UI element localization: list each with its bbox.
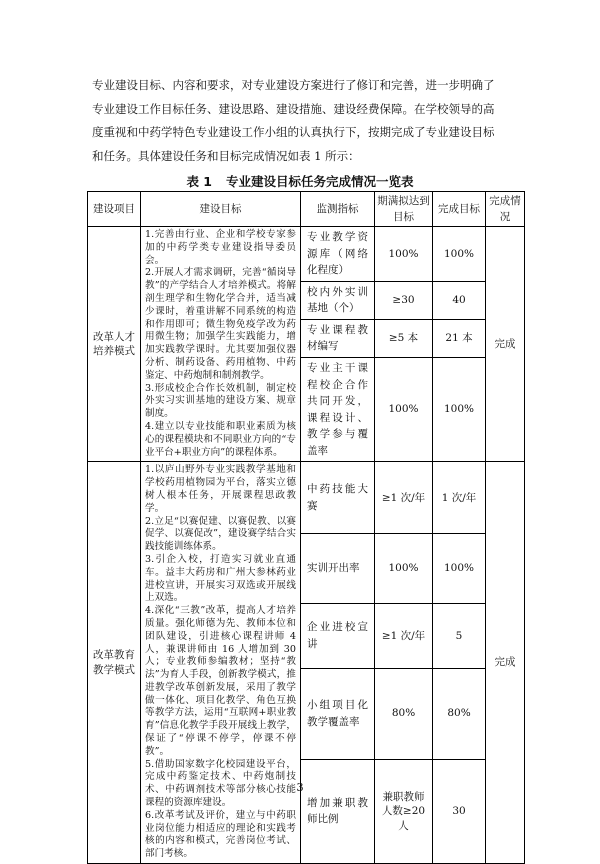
- goal-item: 4.深化“三教”改革，提高人才培养质量。强化师德为先、教师本位和团队建设，引进核心课程讲师 4 人，兼课讲师由 16 人增加到 30 人；专业教师参编教材；坚持“教法”为育人手段，创新教学模式，推进教学改革创新发展，采用了教学做一体化、项目化教学、角色互换等教学方法，运用“互联网+职业教育”信息化教学手段开展线上教学，保证了“停课不停学，停课不停教”。: [145, 605, 296, 757]
- indicator-cell: 校内外实训基地（个）: [301, 281, 375, 319]
- page-number: 3: [296, 780, 304, 794]
- intro-line: 专业建设工作目标任务、建设思路、建设措施、建设经费保障。在学校领导的高: [92, 101, 495, 116]
- goal-item: 4.建立以专业技能和职业素质为核心的课程模块和不同职业方向的“专业平台+职业方向”的课程体系。: [145, 420, 296, 458]
- indicator-cell: 小组项目化教学覆盖率: [301, 668, 375, 759]
- header-done: 完成目标: [433, 192, 486, 227]
- target-cell: ≥5 本: [375, 319, 433, 357]
- table-row: [88, 462, 525, 534]
- header-target: 期满拟达到目标: [375, 192, 433, 227]
- done-cell: 5: [433, 603, 486, 668]
- done-cell: 100%: [433, 357, 486, 461]
- goal-item: 1.完善由行业、企业和学校专家参加的中药学类专业建设指导委员会。: [145, 229, 296, 266]
- indicator-cell: 中药技能大赛: [301, 462, 375, 534]
- intro-line: 专业建设目标、内容和要求，对专业建设方案进行了修订和完善，进一步明确了: [92, 78, 495, 92]
- indicator-cell: 专业教学资源库（网络化程度）: [301, 227, 375, 282]
- target-cell: ≥1 次/年: [375, 603, 433, 668]
- target-cell: 100%: [375, 357, 433, 461]
- goal-item: 5.借助国家数字化校园建设平台，完成中药鉴定技术、中药炮制技术、中药调剂技术等部分核心技能课程的资源库建设。: [145, 758, 296, 809]
- intro-line: 和任务。具体建设任务和目标完成情况如表 1 所示：: [92, 148, 360, 163]
- header-goals: 建设目标: [141, 192, 301, 227]
- indicator-cell: 增加兼职教师比例: [301, 759, 375, 864]
- done-cell: 100%: [433, 534, 486, 604]
- target-cell: 100%: [375, 534, 433, 604]
- indicator-cell: 企业进校宣讲: [301, 603, 375, 668]
- project-cell: 改革人才培养模式: [88, 227, 141, 462]
- header-status: 完成情况: [486, 192, 525, 227]
- table-header-row: [88, 192, 525, 227]
- table-caption-title: 专业建设目标任务完成情况一览表: [226, 174, 414, 189]
- target-cell: ≥1 次/年: [375, 462, 433, 534]
- goal-item: 2.立足“以赛促建、以赛促教、以赛促学、以赛促改”，建设赛学结合实践技能训练体系。: [145, 515, 296, 553]
- goal-item: 3.形成校企合作长效机制，制定校外实习实训基地的建设方案、规章制度。: [145, 382, 296, 420]
- tasks-table: [87, 191, 525, 864]
- done-cell: 80%: [433, 668, 486, 759]
- intro-paragraph: [92, 74, 520, 168]
- table-caption-number: 表 1: [186, 174, 213, 189]
- goal-item: 3.引企入校，打造实习就业直通车。益丰大药房和广州大参林药业进校宣讲，开展实习双选或开展线上双选。: [145, 553, 296, 604]
- indicator-cell: 专业主干课程校企合作共同开发，课程设计、教学参与覆盖率: [301, 357, 375, 461]
- header-indicator: 监测指标: [301, 192, 375, 227]
- indicator-cell: 实训开出率: [301, 534, 375, 604]
- done-cell: 100%: [433, 227, 486, 282]
- done-cell: 1 次/年: [433, 462, 486, 534]
- header-project: 建设项目: [88, 192, 141, 227]
- table-caption: [0, 172, 600, 190]
- status-cell: 完成: [486, 462, 525, 864]
- goal-item: 1.以庐山野外专业实践教学基地和学校药用植物园为平台，落实立德树人根本任务，开展课程思政教学。: [145, 464, 296, 514]
- goal-item: 2.开展人才需求调研，完善“循岗导教”的产学结合人才培养模式。将解剖生理学和生物化学合并，适当减少课时，着重讲解不同系统的构造和作用即可；微生物免疫学改为药用微生物；加强学生实践能力，增加实践教学课时。尤其要加强仪器分析、制药设备、药用植物、中药鉴定、中药炮制和制剂教学。: [145, 267, 296, 381]
- target-cell: ≥30: [375, 281, 433, 319]
- intro-line: 度重视和中药学特色专业建设工作小组的认真执行下，按期完成了专业建设目标: [92, 125, 495, 140]
- goals-cell: [141, 227, 301, 462]
- indicator-cell: 专业课程教材编写: [301, 319, 375, 357]
- goal-item: 6.改革考试及评价，建立与中药职业岗位能力相适应的理论和实践考核的内容和模式，完善岗位考试、部门考核。: [145, 809, 296, 860]
- done-cell: 40: [433, 281, 486, 319]
- target-cell: 80%: [375, 668, 433, 759]
- target-cell: 兼职教师人数≥20人: [375, 759, 433, 864]
- goals-cell: [141, 462, 301, 864]
- done-cell: 30: [433, 759, 486, 864]
- project-cell: 改革教育教学模式: [88, 462, 141, 864]
- done-cell: 21 本: [433, 319, 486, 357]
- table-row: [88, 227, 525, 282]
- status-cell: 完成: [486, 227, 525, 462]
- target-cell: 100%: [375, 227, 433, 282]
